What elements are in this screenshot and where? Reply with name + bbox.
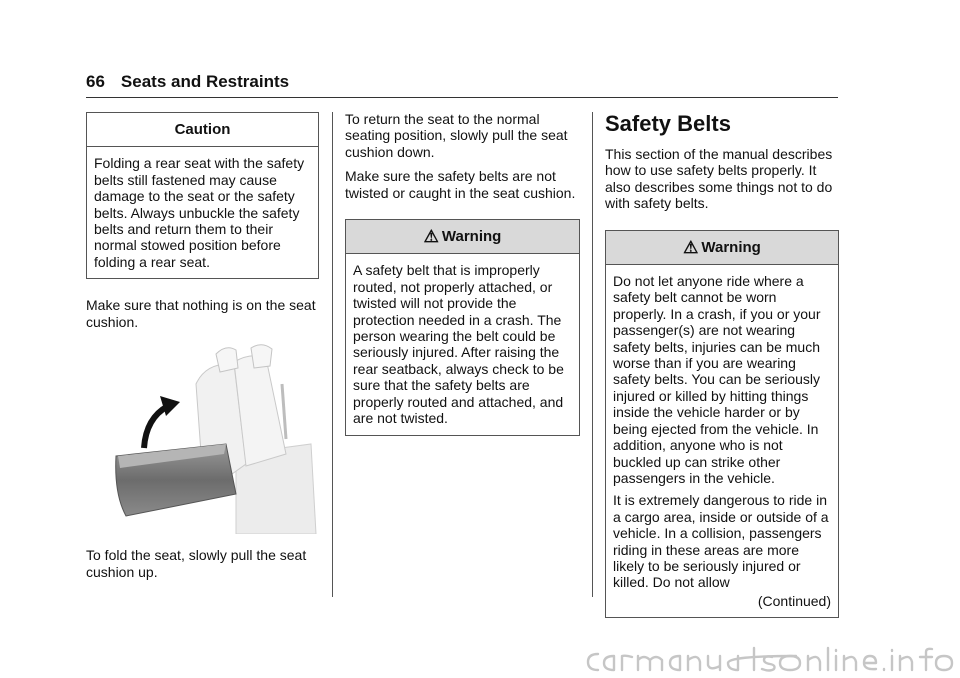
seat-cushion-illustration	[86, 344, 319, 534]
column-3	[605, 111, 839, 618]
warning-text: Do not let anyone ride where a safety belt cannot be worn properly. In a crash, if you or your passenger(s) are not wearing safety belts, injuries can be much worse than if you are wearing safety belts. You can be seriously injured or killed by hitting things inside the vehicle harder or by being ejected from the vehicle. In addition, anyone who is not buckled up can strike other passengers in the vehicle.	[613, 273, 821, 486]
column-2	[345, 111, 580, 436]
page-header	[86, 72, 289, 92]
column-divider	[592, 112, 593, 597]
warning-title: Warning	[701, 238, 761, 256]
section-heading: Safety Belts	[605, 111, 731, 136]
column-divider	[332, 112, 333, 597]
warning-triangle-icon: ⚠	[683, 237, 699, 257]
warning-box	[605, 230, 839, 619]
watermark-logo	[584, 644, 954, 676]
warning-title: Warning	[441, 228, 502, 246]
paragraph: Make sure that nothing is on the seat cushion.	[86, 297, 316, 330]
warning-triangle-icon: ⚠	[423, 227, 439, 247]
warning-header	[346, 220, 579, 254]
caution-title: Caution	[87, 113, 318, 147]
warning-text: It is extremely dangerous to ride in a cargo area, inside or outside of a vehicle. In a collision, passengers riding in these areas are more likely to be seriously injured or killed. Do not allow	[613, 492, 829, 591]
paragraph: This section of the manual describes how to use safety belts properly. It also describes some things not to do with safety belts.	[605, 146, 833, 212]
caution-box	[86, 112, 319, 279]
paragraph: Make sure the safety belts are not twisted or caught in the seat cushion.	[345, 168, 576, 201]
warning-header	[606, 231, 838, 265]
page-number: 66	[86, 72, 105, 91]
caution-text: Folding a rear seat with the safety belts still fastened may cause damage to the seat or the safety belts. Always unbuckle the safety belts and return them to their normal stowed position before folding a rear seat.	[94, 155, 305, 270]
paragraph: To return the seat to the normal seating position, slowly pull the seat cushion down.	[345, 111, 568, 160]
warning-text: A safety belt that is improperly routed, not properly attached, or twisted will not provide the protection needed in a crash. The person wearing the belt could be seriously injured. After raising the rear seatback, always check to be sure that the safety belts are properly routed and attached, and are not twisted.	[353, 262, 564, 427]
header-rule	[86, 97, 838, 98]
warning-box	[345, 219, 580, 435]
continued-label: (Continued)	[757, 592, 831, 609]
section-title: Seats and Restraints	[120, 72, 290, 91]
paragraph: To fold the seat, slowly pull the seat cushion up.	[86, 547, 307, 580]
column-1	[86, 112, 319, 580]
